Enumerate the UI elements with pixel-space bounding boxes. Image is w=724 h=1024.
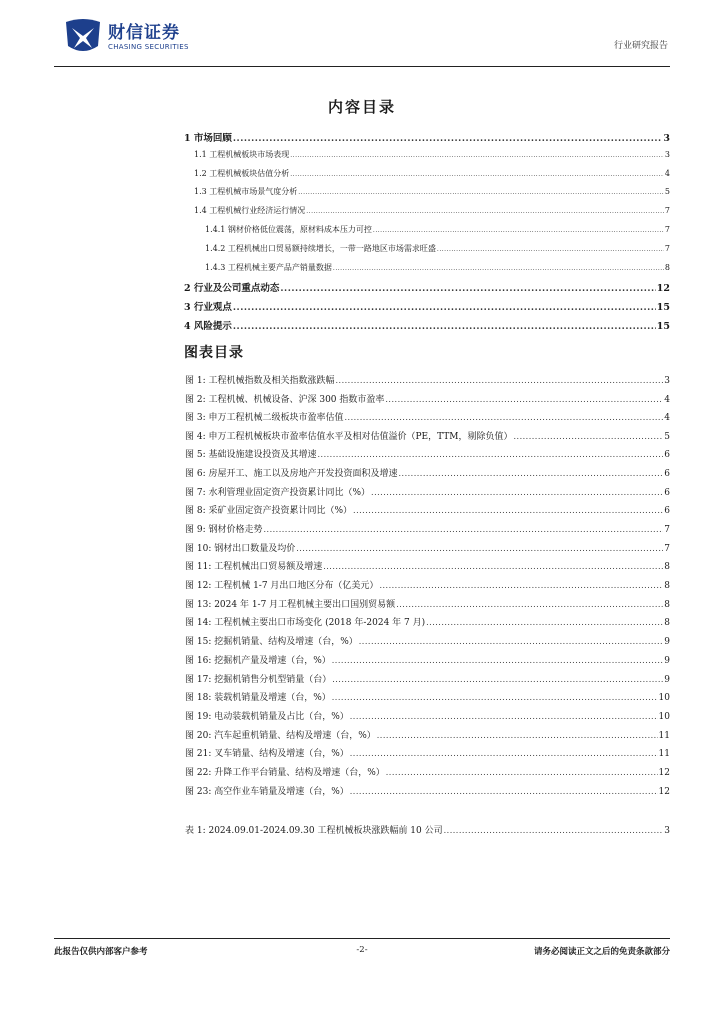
figure-entry[interactable]: 图 15: 挖掘机销量、结构及增速（台，%） ..... 9 — [185, 634, 670, 647]
figure-entry[interactable]: 图 3: 申万工程机械二级板块市盈率估值 ..... 4 — [185, 410, 670, 423]
figure-entry[interactable]: 图 12: 工程机械 1-7 月出口地区分布（亿美元） ..... 8 — [185, 578, 670, 591]
figure-entry[interactable]: 图 19: 电动装载机销量及占比（台，%） ..... 10 — [185, 709, 670, 722]
toc-entry[interactable]: 1.4.3 工程机械主要产品产销量数据 ..... 8 — [205, 262, 670, 273]
toc-entry[interactable]: 1.4 工程机械行业经济运行情况 ..... 7 — [194, 205, 670, 216]
figure-entry[interactable]: 图 22: 升降工作平台销量、结构及增速（台，%） ..... 12 — [185, 765, 670, 778]
toc-entry[interactable]: 2 行业及公司重点动态 ..... 12 — [184, 280, 670, 294]
toc-entry[interactable]: 1 市场回顾 ..... 3 — [184, 130, 670, 144]
figure-entry[interactable]: 图 21: 叉车销量、结构及增速（台，%） ..... 11 — [185, 746, 670, 759]
figure-entry[interactable]: 图 13: 2024 年 1-7 月工程机械主要出口国别贸易额 ..... 8 — [185, 597, 670, 610]
figure-entry[interactable]: 图 10: 钢材出口数量及均价 ..... 7 — [185, 541, 670, 554]
document-type: 行业研究报告 — [613, 41, 668, 51]
figure-entry[interactable]: 图 16: 挖掘机产量及增速（台，%） ..... 9 — [185, 653, 670, 666]
figures-title: 图表目录 — [184, 345, 244, 361]
figure-entry[interactable]: 图 2: 工程机械、机械设备、沪深 300 指数市盈率 ..... 4 — [185, 392, 670, 405]
footer-notice: 请务必阅读正文之后的免责条款部分 — [533, 947, 670, 957]
figure-entry[interactable]: 图 9: 钢材价格走势 ..... 7 — [185, 522, 670, 535]
toc-entry[interactable]: 1.2 工程机械板块估值分析 ..... 4 — [194, 168, 670, 179]
company-logo — [62, 14, 202, 60]
company-name-en: CHASING SECURITIES — [108, 43, 189, 51]
toc-entry[interactable]: 1.3 工程机械市场景气度分析 ..... 5 — [194, 186, 670, 197]
figure-entry[interactable]: 图 7: 水利管理业固定资产投资累计同比（%） ..... 6 — [185, 485, 670, 498]
page-number: -2- — [356, 945, 368, 955]
page-header — [54, 10, 670, 66]
logo-mark-icon — [62, 16, 104, 56]
figure-entry[interactable]: 图 17: 挖掘机销售分机型销量（台） ..... 9 — [185, 672, 670, 685]
footer-disclaimer: 此报告仅供内部客户参考 — [54, 947, 148, 957]
figure-entry[interactable]: 图 6: 房屋开工、施工以及房地产开发投资面积及增速 ..... 6 — [185, 466, 670, 479]
toc-entry[interactable]: 4 风险提示 ..... 15 — [184, 318, 670, 332]
toc-entry[interactable]: 1.1 工程机械板块市场表现 ..... 3 — [194, 149, 670, 160]
figure-entry[interactable]: 图 20: 汽车起重机销量、结构及增速（台，%） ..... 11 — [185, 728, 670, 741]
company-name-cn: 财信证券 — [108, 23, 180, 43]
footer-divider — [54, 938, 670, 939]
figure-entry[interactable]: 图 5: 基础设施建设投资及其增速 ..... 6 — [185, 447, 670, 460]
figure-entry[interactable]: 图 4: 申万工程机械板块市盈率估值水平及相对估值溢价（PE，TTM，剔除负值） ..... 5 — [185, 429, 670, 442]
figure-entry[interactable]: 图 23: 高空作业车销量及增速（台，%） ..... 12 — [185, 784, 670, 797]
header-divider — [54, 66, 670, 67]
figure-entry[interactable]: 图 1: 工程机械指数及相关指数涨跌幅 ..... 3 — [185, 373, 670, 386]
figure-entry[interactable]: 图 14: 工程机械主要出口市场变化 (2018 年-2024 年 7 月) ..... 8 — [185, 615, 670, 628]
toc-title: 内容目录 — [327, 98, 396, 116]
figure-entry[interactable]: 图 8: 采矿业固定资产投资累计同比（%） ..... 6 — [185, 503, 670, 516]
figure-entry[interactable]: 图 18: 装载机销量及增速（台，%） ..... 10 — [185, 690, 670, 703]
toc-entry[interactable]: 1.4.1 钢材价格低位震荡，原材料成本压力可控 ..... 7 — [205, 224, 670, 235]
figure-entry[interactable]: 图 11: 工程机械出口贸易额及增速 ..... 8 — [185, 559, 670, 572]
table-entry[interactable]: 表 1: 2024.09.01-2024.09.30 工程机械板块涨跌幅前 10 公司 ..... 3 — [185, 823, 670, 836]
toc-entry[interactable]: 1.4.2 工程机械出口贸易额持续增长，一带一路地区市场需求旺盛 ..... 7 — [205, 243, 670, 254]
toc-entry[interactable]: 3 行业观点 ..... 15 — [184, 299, 670, 313]
